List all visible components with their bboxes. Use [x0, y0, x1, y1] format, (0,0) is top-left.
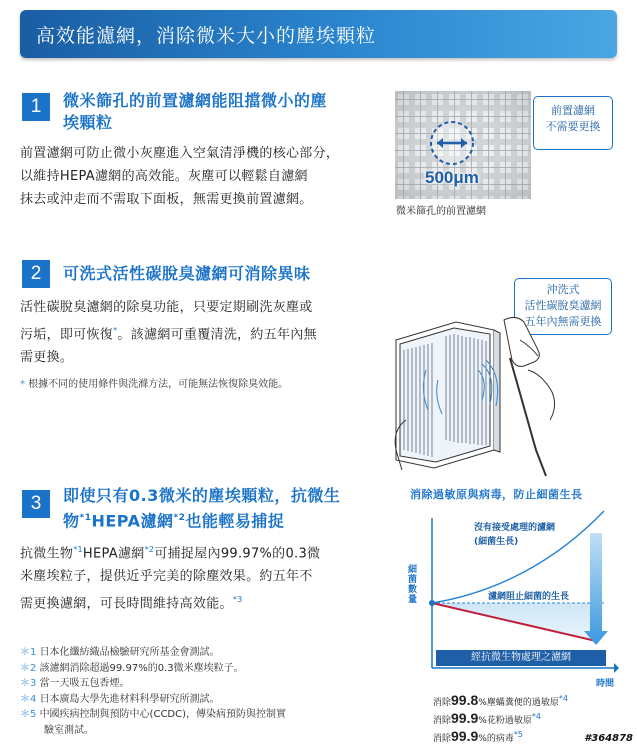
filter-washing-illustration: [386, 300, 616, 478]
footnote-text: 當一天吸五包香煙。: [39, 678, 130, 689]
section-2-body-line2-a: 污垢，即可恢復: [20, 327, 114, 343]
section-2-body-line1: 活性碳脫臭濾網的除臭功能，只要定期刷洗灰塵或: [20, 300, 313, 315]
section-3-number: 3: [22, 490, 50, 518]
section-2-body-line3: 需更換。: [20, 350, 74, 366]
section-2-number: 2: [22, 260, 50, 288]
stat-pollen: [433, 710, 541, 726]
stat-virus: [433, 728, 523, 744]
section-2-title: 可洗式活性碳脫臭濾網可消除異味: [63, 264, 311, 283]
stat-sup: *4: [531, 712, 541, 721]
section-1-body-line1: 前置濾網可防止微小灰塵進入空氣清淨機的核心部分，: [20, 146, 340, 161]
section-3-body-line1: [20, 538, 320, 565]
stat-dust-mite: [433, 692, 568, 708]
chart-title: 消除過敏原與病毒，防止細菌生長: [410, 488, 583, 501]
footnote-mark: ＊5: [20, 709, 37, 720]
section-2-body-star: *: [113, 326, 118, 335]
section-2-body-line2-b: 。該濾網可重覆清洗，約五年內無: [117, 327, 317, 343]
stat-suffix: %塵蟎糞便的過敏原: [478, 698, 559, 708]
section-3-title-line2-b: HEPA濾網: [91, 511, 174, 531]
section-2-body: [20, 296, 317, 369]
section-3-body-line2: 米塵埃粒子，提供近乎完美的除塵效果。約五年不: [20, 569, 313, 585]
stat-sup: *4: [558, 694, 568, 703]
annotation-untreated-line2: (細菌生長): [474, 537, 519, 547]
x-axis-arrow: [614, 663, 619, 673]
section-1-number: 1: [22, 93, 50, 121]
footnote-text: 該濾網消除超過99.97%的0.3微米塵埃粒子。: [39, 662, 244, 674]
footnote-text: 日本廣島大學先進材料科學研究所測試。: [39, 693, 220, 705]
stat-prefix: 消除: [433, 716, 452, 726]
section-3-body-line1-c: 可捕捉屋內99.97%的0.3微: [154, 546, 321, 562]
mesh-size-label: 500μm: [425, 168, 479, 187]
section-3-body-line1-a: 抗微生物: [20, 546, 74, 562]
section-2-body-line2: [20, 319, 317, 346]
section-3-title-sup2: *2: [173, 513, 186, 523]
annotation-untreated-line1: 沒有接受處理的濾網: [474, 523, 556, 533]
stat-prefix: 消除: [433, 698, 452, 708]
stat-prefix: 消除: [433, 734, 452, 744]
footnote-mark: ＊3: [20, 678, 37, 689]
section-3-body-line3: [20, 588, 320, 615]
stat-value: 99.9: [451, 728, 479, 744]
footnote-item: [20, 661, 286, 677]
watermark-id: #364878: [584, 733, 633, 744]
section-3-body-line1-b: HEPA濾網: [82, 546, 145, 562]
footnote-mark: ＊4: [20, 693, 37, 705]
section-1-body: [20, 142, 339, 211]
mesh-image-caption: 微米篩孔的前置濾網: [396, 206, 486, 217]
section-3-body: [20, 538, 320, 616]
stat-suffix: %的病毒: [478, 734, 514, 744]
washing-svg: [386, 300, 616, 478]
stat-value: 99.9: [451, 710, 479, 726]
footnotes: [20, 645, 286, 738]
section-3-title-line2: [63, 507, 340, 532]
section-2-callout-line3: 五年內無需更換: [524, 315, 602, 328]
section-3-title-line2-c: 也能輕易捕捉: [185, 511, 285, 531]
section-2-note-star: *: [20, 379, 25, 390]
stat-value: 99.8: [451, 692, 479, 708]
footnote-text: 中國疾病控制與預防中心(CCDC)，傳染病預防與控制實: [39, 709, 287, 720]
section-3-body-sup2: *2: [144, 545, 155, 554]
y-axis-label: 細菌數量: [408, 565, 418, 605]
footnote-text: 日本化纖紡織品檢驗研究所基金會測試。: [39, 647, 220, 658]
x-axis-label: 時間: [596, 679, 615, 689]
section-1-callout-line1: 前置濾網: [551, 104, 595, 117]
footnote-mark: ＊2: [20, 662, 37, 674]
section-1-title-line1: 微米篩孔的前置濾網能阻擋微小的塵: [63, 91, 328, 110]
section-1-callout: [533, 96, 613, 150]
section-2-callout-line1: 沖洗式: [546, 283, 580, 296]
footnote-item: [20, 692, 286, 708]
footnote-item: [20, 723, 286, 739]
section-1-body-line2: 以維持HEPA濾網的高效能。灰塵可以輕鬆自濾網: [20, 169, 308, 184]
section-1-callout-line2: 不需要更換: [545, 120, 601, 133]
footnote-item: [20, 676, 286, 692]
section-3-title-sup1: *1: [79, 513, 92, 523]
section-2-note: [20, 377, 288, 393]
section-3-body-sup3: *3: [232, 595, 243, 605]
section-3-title: [63, 485, 340, 532]
section-2-callout-line2: 活性碳脫臭濾網: [524, 299, 602, 312]
section-2-note-text: 根據不同的使用條件與洗滌方法，可能無法恢復除臭效能。: [28, 379, 289, 390]
section-3-title-line1: 即使只有0.3微米的塵埃顆粒，抗微生: [63, 486, 341, 505]
section-3-body-line3-a: 需更換濾網，可長時間維持高效能。: [20, 596, 233, 612]
section-1-body-line3: 抹去或沖走而不需取下面板，無需更換前置濾網。: [20, 192, 313, 207]
annotation-untreated: [474, 521, 555, 549]
footnote-text: 驗室測試。: [44, 724, 94, 736]
footnote-mark: ＊1: [20, 647, 37, 658]
annotation-blocked: 濾網阻止細菌的生長: [488, 592, 570, 602]
banner-title: 高效能濾網，消除微米大小的塵埃顆粒: [36, 25, 377, 47]
legend-treated-filter: 經抗微生物處理之濾網: [436, 650, 606, 666]
header-banner: [20, 10, 617, 58]
section-1-title-line2: 埃顆粒: [63, 113, 113, 132]
footnote-item: [20, 707, 286, 723]
section-3-body-sup1: *1: [73, 545, 83, 554]
stat-suffix: %花粉過敏原: [478, 716, 532, 726]
stat-sup: *5: [513, 730, 523, 739]
section-3-title-line2-a: 物: [63, 511, 80, 531]
footnote-item: [20, 645, 286, 661]
section-1-title: [63, 90, 327, 134]
